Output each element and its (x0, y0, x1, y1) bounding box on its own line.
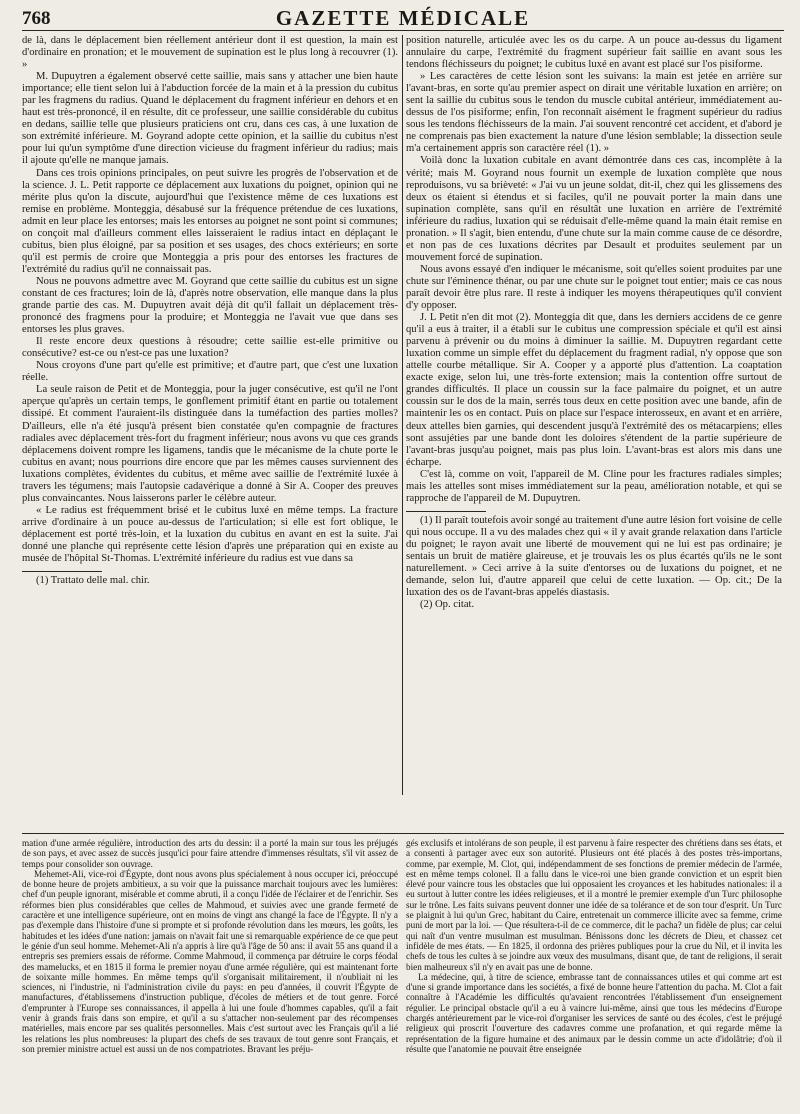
feuilleton-rule (22, 833, 784, 834)
paragraph: Dans ces trois opinions principales, on peut suivre les progrès de l'observation et de la science. J. L. Petit rapporte ce déplacement aux luxations du poignet, opinion qui ne mérite plus qu'on la discute, aujourd'hui que l'existence même de ces luxations est remise en problème. Monteggia, désabusé sur la fréquence prétendue de ces luxations, admit en leur place les entorses; mais les entorses au poignet ne sont point si communes; on conçoit mal d'ailleurs comment elles laisseraient le radius intact en déplaçant le cubitus, bien plus éloigné, par sa position et ses usages, des chocs extérieurs; en sorte qu'il est permis de croire que Monteggia a pris pour des entorses les fractures de l'extrémité du radius qu'il ne connaissait pas. (22, 167, 398, 275)
paragraph: « Le radius est fréquemment brisé et le cubitus luxé en même temps. La fracture arrive d'ordinaire à un pouce au-dessus de l'articulation; si elle est fort oblique, le déplacement est porté très-loin, et la luxation du cubitus en avant en est la suite. J'ai donné une planche qui représente cette lésion d'après une préparation qui en existe au musée de l'hôpital St-Thomas. L'extrémité inférieure du radius est vue dans sa (22, 504, 398, 565)
paragraph: La seule raison de Petit et de Monteggia, pour la juger consécutive, est qu'il ne l'ont aperçue qu'après un certain temps, le gonflement primitif étant en partie ou totalement dissipé. Et comment l'auraient-ils distinguée dans la tuméfaction des parties molles? D'ailleurs, elle n'a été jusqu'à présent bien constatée qu'en compagnie de fractures radiales avec déplacement très-fort du fragment inférieur; nous avons vu que ces grands déplacemens doivent rompre les ligamens, tandis que le mécanisme de la chute porte le cubitus en avant; nous pourrions dire encore que par les mêmes causes surviennent des luxations complètes, évidentes du cubitus, et même avec saillie de l'extrémité luxée à travers les tégumens; mais l'autopsie cadavérique a donné à Sir A. Cooper des preuves plus convaincantes. Nous laisserons parler le célèbre auteur. (22, 384, 398, 504)
paragraph: de là, dans le déplacement bien réellement antérieur dont il est question, la main est d'ordinaire en pronation; et le mouvement de supination est le plus long à recouvrer (1). » (22, 35, 398, 71)
footnote: (1) Trattato delle mal. chir. (36, 575, 150, 587)
paragraph: Nous croyons d'une part qu'elle est primitive; et d'autre part, que c'est une luxation réelle. (22, 360, 398, 384)
feuilleton-left-column (22, 838, 398, 1110)
page-header (22, 0, 784, 30)
paragraph: position naturelle, articulée avec les os du carpe. A un pouce au-dessus du ligament annulaire du carpe, l'extrémité du fragment supérieur fait saillie en avant sous les tendons fléchisseurs du poignet; le cubitus luxé en avant est placé sur l'os pisiforme. (406, 35, 782, 71)
paragraph: Nous ne pouvons admettre avec M. Goyrand que cette saillie du cubitus est un signe constant de ces fractures; loin de là, d'après notre observation, elle manque dans la plus grande partie des cas. M. Dupuytren avait déjà dit qu'il fallait un déplacement très-prononcé des fragmens pour la produire; et Monteggia ne l'avait vue que dans ses entorses les plus graves. (22, 275, 398, 336)
feuilleton-right-column (406, 838, 782, 1110)
paragraph: gés exclusifs et intolérans de son peuple, il est parvenu à faire respecter des chrétiens dans ses états, et a consenti à partager avec eux son autorité. Plusieurs ont été placés à des postes très-importans, comme, par exemple, M. Clot, qui, indépendamment de ses fonctions de premier médecin de l'armée, est en même temps colonel. Il a fallu dans le vice-roi une bien grande conviction et un esprit bien élevé pour vaincre tous les obstacles que lui opposaient les croyances et les habitudes nationales: il a eu surtout à lutter contre les idées religieuses, et il a montré le premier exemple d'un Turc philosophe sur le trône. Les faits suivans peuvent donner une idée de sa tolérance et de son tour d'esprit. Un Turc se plaignit à lui qu'un Grec, habitant du Caire, entretenait un commerce illicite avec sa femme, crime puni de mort par la loi. — Que résultera-t-il de ce commerce, dit le pacha? un fidèle de plus; car celui qui naît d'un ventre musulman est musulman. Bénissons donc les décrets de Dieu, et chassez cet infidèle de mes états. — En 1825, il ordonna des prières publiques pour la crue du Nil, et il invita les chefs de tous les cultes à se joindre aux vœux des musulmans, disant que, de tant de religions, il serait bien malheureux s'il n'y en avait pas une de bonne. (406, 838, 782, 972)
paragraph: J. L Petit n'en dit mot (2). Monteggia dit que, dans les derniers accidens de ce genre qu'il a eus à traiter, il a établi sur le cubitus une compression spéciale et qu'il est ainsi parvenu à prévenir ou du moins à diminuer la saillie. M. Dupuytren regardant cette luxation comme un simple effet du déplacement du fragment radial, n'y oppose que son attelle courbe métallique. Sir A. Cooper y a apporté plus d'attention. La coaptation exacte exige, selon lui, une très-forte extension; mais la contention offre surtout de grandes difficultés. Il place un coussin sur la face palmaire du poignet, et un autre coussin sur le dos de la main, serrés tous deux en cette position avec une bande, afin de maintenir les os en contact. Puis on place sur l'espace interosseux, en avant et en arrière, deux attelles bien garnies, qui descendent jusqu'à l'extrémité des os métacarpiens; elles sont assujéties par une bande dont les doloires s'étendent de la partie supérieure de l'avant-bras jusqu'au poignet, mais pas plus loin. L'avant-bras est alors mis dans une écharpe. (406, 312, 782, 468)
paragraph: Mehemet-Ali, vice-roi d'Égypte, dont nous avons plus spécialement à nous occuper ici, préoccupé de bonne heure de projets ambitieux, a su voir que la puissance marchait toujours avec les lumières: chef d'un peuple ignorant, misérable et comme abruti, il a conçu l'idée de l'éclairer et de l'enrichir. Ses réformes bien plus considérables que celles de Mahmoud, et suivies avec une grande fermeté de caractère et une intelligence supérieure, ont en moins de vingt ans changé la face de l'Égypte. Il n'y a pas d'exemple dans l'histoire d'une si prompte et si profonde révolution dans les mœurs, les goûts, les habitudes et les idées d'une nation: jamais on n'avait fait une si remarquable expérience de ce que peut le génie d'un seul homme. Mehemet-Ali n'a appris à lire qu'à l'âge de 50 ans: il avait 55 ans quand il a entrepris ses premiers essais de réforme. Comme Mahmoud, il commença par détruire le corps féodal des mamelucks, et en 1815 il forma le premier noyau d'une armée régulière, qui est maintenant forte de soixante mille hommes. En même temps qu'il s'organisait militairement, il n'oubliait ni les sciences, ni l'industrie, ni l'administration civile du pays: en peu d'années, il couvrit l'Égypte de manufactures, d'établissemens d'instruction publique, d'écoles de métiers et de tout genre. Forcé d'emprunter à l'Europe ses connaissances, il appella à lui une foule d'hommes capables, qu'il a fait venir à grands frais dans son empire, et qu'il a su s'attacher non-seulement par des récompenses matérielles, mais encore par ses qualités personnelles. Mais c'est surtout avec les Français qu'il a lié les relations les plus nombreuses: la plupart des chefs de ses travaux de tout genre sont Français, et son premier ministre actuel est aussi un de nos compatriotes. Bravant les préju- (22, 868, 398, 1054)
paragraph: La médecine, qui, à titre de science, embrasse tant de connaissances utiles et qui comme art est d'une si grande importance dans les sociétés, a fixé de bonne heure l'attention du pacha. M. Clot a fait connaître à l'Académie les difficultés qu'avaient rencontrées l'établissement d'un enseignement régulier. Le principal obstacle qu'il a eu à vaincre lui-même, ainsi que tous les médecins d'Europe chargés antérieurement par le vice-roi d'organiser les services de santé ou des écoles, c'est le préjugé religieux qui proscrit l'ouverture des cadavres comme une profanation, et qui regarde même la représentation de la figure humaine et des animaux par le dessin comme un acte d'idolâtrie; d'où il résulte que l'anatomie ne pouvait être enseignée (406, 971, 782, 1054)
feuilleton-section (22, 838, 784, 1110)
footnote-rule (406, 511, 486, 512)
right-column (406, 35, 782, 830)
paragraph: mation d'une armée régulière, introduction des arts du dessin: il a porté la main sur tous les préjugés de son pays, et avec assez de succès jusqu'ici pour faire attendre d'immenses résultats, s'il vit assez de temps pour consolider son ouvrage. (22, 838, 398, 869)
paragraph: Il reste encore deux questions à résoudre; cette saillie est-elle primitive ou consécutive? est-ce ou n'est-ce pas une luxation? (22, 336, 398, 360)
article-section (22, 35, 784, 830)
footnote-rule (22, 571, 102, 572)
left-column (22, 35, 398, 830)
page-number: 768 (22, 8, 51, 29)
header-rule (22, 30, 784, 31)
paragraph: Nous avons essayé d'en indiquer le mécanisme, soit qu'elles soient produites par une chute sur l'éminence thénar, ou par une chute sur le poignet tout entier; mais ce cas nous paraît devoir être plus rare. Il reste à indiquer les moyens thérapeutiques qu'il convient d'y opposer. (406, 263, 782, 312)
paragraph: C'est là, comme on voit, l'appareil de M. Cline pour les fractures radiales simples; mais les attelles sont mises immédiatement sur la peau, amélioration notable, et qui se rapproche de l'appareil de M. Dupuytren. (406, 468, 782, 504)
column-divider (402, 35, 403, 795)
paragraph: » Les caractères de cette lésion sont les suivans: la main est jetée en arrière sur l'avant-bras, en sorte qu'au premier aspect on dirait une véritable luxation en arrière; on sent la saillie du cubitus sous le tendon du muscle cubital antérieur, immédiatement au-dessus de l'os pisiforme; enfin, l'on reconnaît aisément le fragment supérieur du radius sous les tendons fléchisseurs de la main. J'ai souvent rencontré cet accident, et d'abord je ne comprenais pas bien exactement la nature d'une lésion semblable; la dissection seule m'a certainement appris son caractère réel (1). » (406, 71, 782, 155)
journal-title: GAZETTE MÉDICALE (275, 6, 531, 30)
paragraph: Voilà donc la luxation cubitale en avant démontrée dans ces cas, incomplète à la vérité; mais M. Goyrand nous fournit un exemple de luxation complète que nous reproduisons, vu sa brièveté: « J'ai vu un jeune soldat, dit-il, chez qui les glissemens des deux os étaient si étendus et si faciles, qu'il ne pouvait porter la main dans une supination complète, sans qu'il en résultât une luxation en arrière de l'extrémité inférieure du radius, luxation qui se réduisait d'elle-même quand la main était remise en pronation. » Il s'agit, bien entendu, d'une chute sur la main comme cause de ce désordre, et non pas de ces luxations décrites par Desault et produites seulement par un mouvement forcé de supination. (406, 155, 782, 263)
footnote: (1) Il paraît toutefois avoir songé au traitement d'une autre lésion fort voisine de celle qui nous occupe. Il a vu des malades chez qui « il y avait grande relaxation dans l'article du poignet; le rayon avait une liberté de mouvement qui ne lui est pas ordinaire; je sentais un bruit de matière glaireuse, et je trouvais les os plus écartés qu'ils ne le sont naturellement. » Ceci arrive à la suite d'entorses ou de luxations du poignet, et ne demande, selon lui, d'autre appareil que celui de cette luxation. — Op. cit.; De la luxation des os de l'avant-bras appelés diastasis. (406, 514, 782, 599)
footnote: (2) Op. citat. (420, 599, 475, 611)
paragraph: M. Dupuytren a également observé cette saillie, mais sans y attacher une bien haute importance; elle tient selon lui à l'abduction forcée de la main et à la pression du cubitus par les fragmens du radius. Quand le déplacement du fragment inférieur en dehors et en haut est très-prononcé, il en résulte, dit ce professeur, une saillie considérable du cubitus en dedans, saillie telle que plusieurs praticiens ont cru, dans ces cas, à une luxation de son extrémité inférieure. M. Goyrand adopte cette opinion, et la saillie du cubitus n'est pour lui qu'un symptôme d'une direction vicieuse du fragment inférieur du radius; mais il ajoute qu'elle ne manque jamais. (22, 71, 398, 167)
